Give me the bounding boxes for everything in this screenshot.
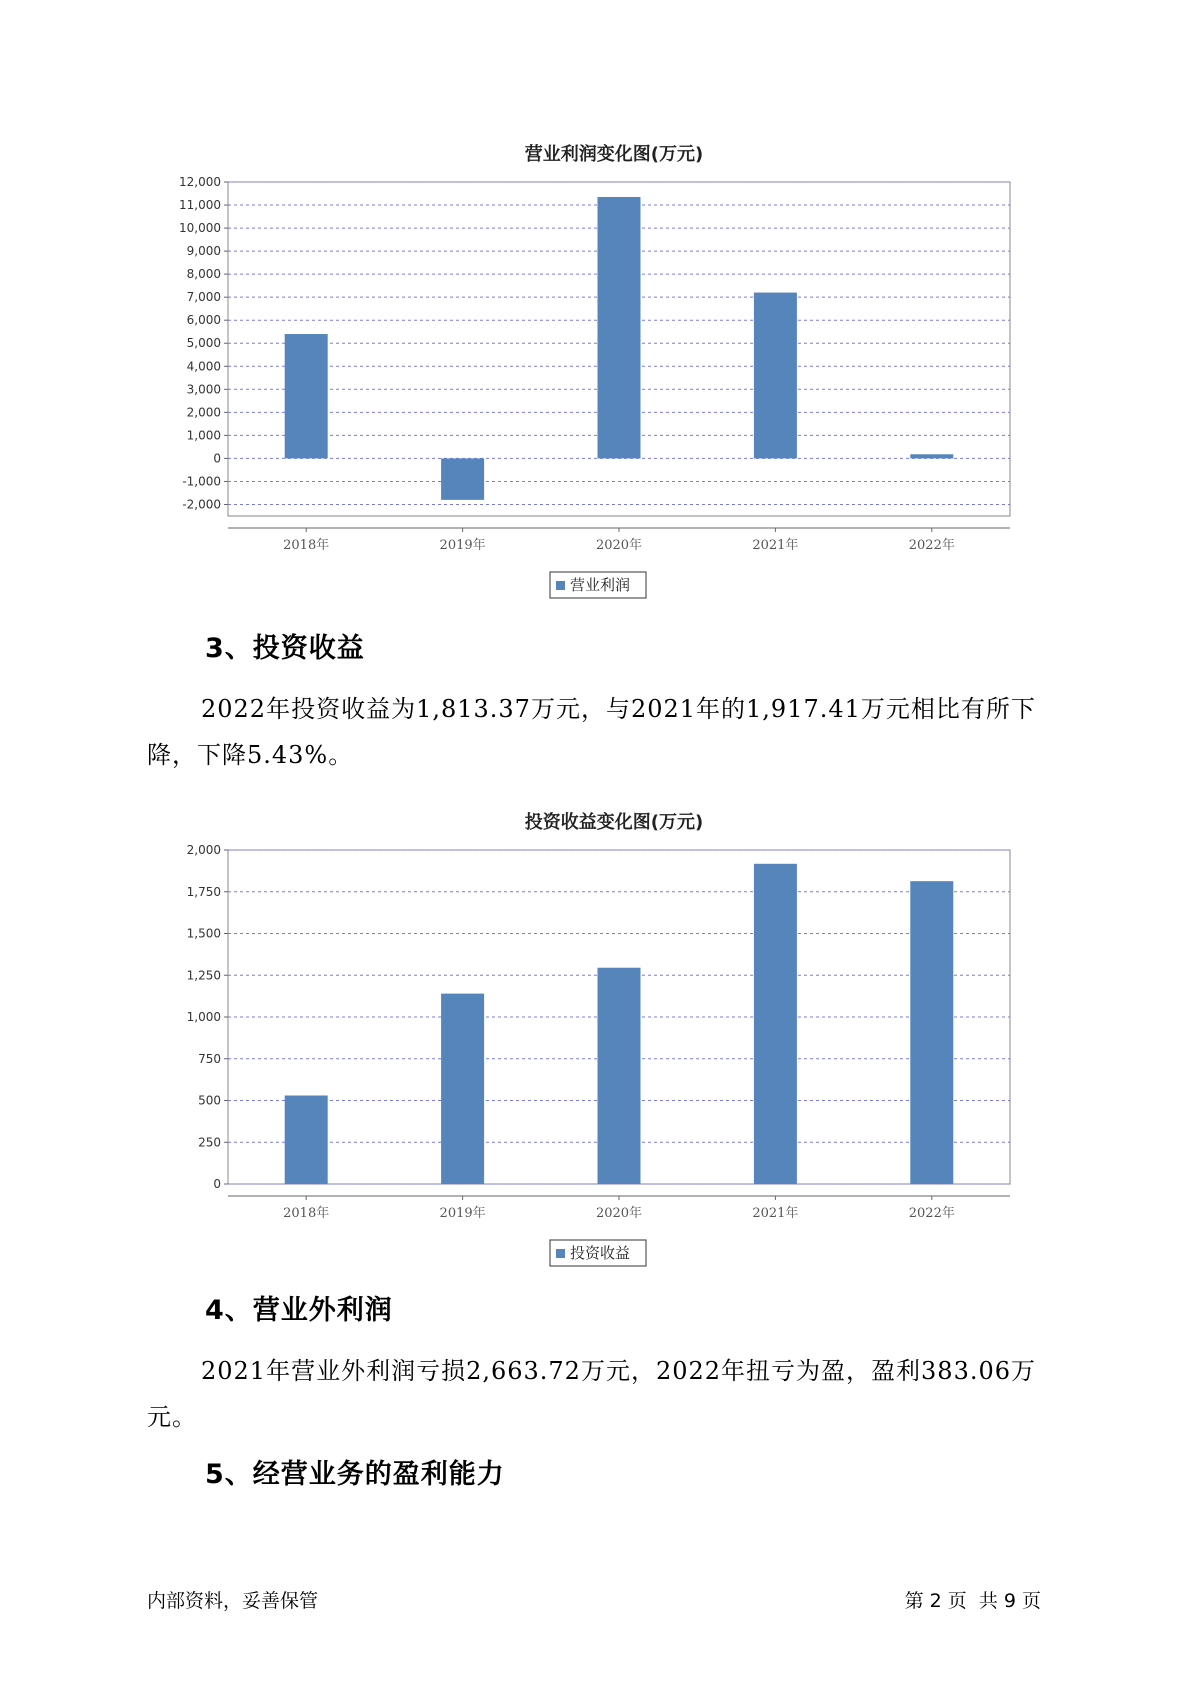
y-tick-label: 10,000 <box>179 221 221 236</box>
y-tick-label: 1,250 <box>186 968 221 983</box>
section-5-heading: 5、经营业务的盈利能力 <box>205 1459 505 1490</box>
legend-swatch <box>556 1249 565 1258</box>
x-tick-label: 2021年 <box>752 1206 799 1221</box>
chart-title: 投资收益变化图(万元) <box>524 812 704 833</box>
footer-page-number: 第 2 页 共 9 页 <box>904 1590 1041 1612</box>
bar <box>754 864 797 1184</box>
y-tick-label: 6,000 <box>186 313 221 328</box>
y-tick-label: 4,000 <box>186 359 221 374</box>
y-tick-label: 3,000 <box>186 382 221 397</box>
x-tick-label: 2019年 <box>439 1206 486 1221</box>
bar <box>285 1095 328 1184</box>
y-tick-label: 1,000 <box>186 428 221 443</box>
section-3-paragraph: 2022年投资收益为1,813.37万元，与2021年的1,917.41万元相比有所下降，下降5.43%。 <box>147 695 1036 769</box>
y-tick-label: 1,500 <box>186 926 221 941</box>
operating-profit-chart <box>0 130 1191 600</box>
x-tick-label: 2021年 <box>752 538 799 553</box>
y-tick-label: 11,000 <box>179 198 221 213</box>
y-tick-label: 750 <box>198 1051 221 1066</box>
y-tick-label: 1,750 <box>186 884 221 899</box>
x-tick-label: 2020年 <box>595 538 643 553</box>
y-tick-label: 500 <box>198 1093 221 1108</box>
section-3-heading: 3、投资收益 <box>205 633 365 664</box>
y-tick-label: -1,000 <box>182 474 221 489</box>
y-tick-label: 12,000 <box>179 175 221 189</box>
legend-label: 营业利润 <box>570 576 631 594</box>
y-tick-label: 5,000 <box>186 336 221 351</box>
legend-label: 投资收益 <box>570 1244 631 1262</box>
investment-income-chart <box>0 798 1191 1268</box>
bar <box>285 334 328 458</box>
y-tick-label: 0 <box>213 451 221 466</box>
bar <box>598 968 641 1184</box>
y-tick-label: -2,000 <box>182 497 221 512</box>
bar <box>910 881 953 1184</box>
x-tick-label: 2018年 <box>283 538 330 553</box>
x-tick-label: 2022年 <box>908 538 955 553</box>
y-tick-label: 1,000 <box>186 1010 221 1024</box>
y-tick-label: 7,000 <box>186 290 221 305</box>
bar <box>754 293 797 459</box>
chart-title: 营业利润变化图(万元) <box>524 144 704 165</box>
y-tick-label: 8,000 <box>186 267 221 282</box>
footer-left: 内部资料，妥善保管 <box>147 1590 319 1612</box>
bar <box>441 458 484 499</box>
legend-swatch <box>556 581 565 590</box>
bar <box>910 454 953 458</box>
y-tick-label: 0 <box>213 1177 221 1191</box>
bar <box>598 197 641 458</box>
x-tick-label: 2019年 <box>439 538 486 553</box>
bar <box>441 994 484 1184</box>
x-tick-label: 2018年 <box>283 1206 330 1221</box>
x-tick-label: 2020年 <box>595 1206 643 1221</box>
y-tick-label: 250 <box>198 1135 221 1150</box>
x-tick-label: 2022年 <box>908 1206 955 1221</box>
y-tick-label: 9,000 <box>186 244 221 259</box>
y-tick-label: 2,000 <box>186 405 221 420</box>
y-tick-label: 2,000 <box>186 843 221 857</box>
section-4-heading: 4、营业外利润 <box>205 1295 393 1326</box>
section-4-paragraph: 2021年营业外利润亏损2,663.72万元，2022年扭亏为盈，盈利383.06万元。 <box>147 1357 1037 1431</box>
